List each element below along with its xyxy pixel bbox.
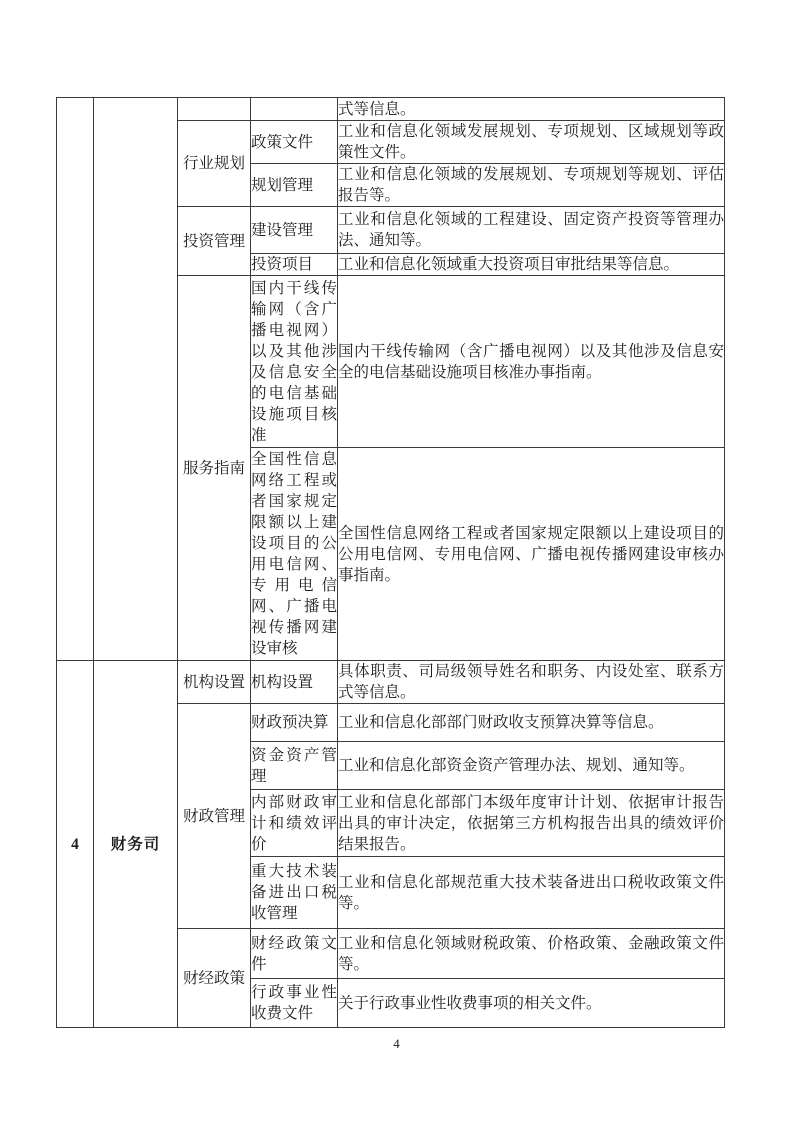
table-row xyxy=(57,98,725,121)
description-cell: 工业和信息化领域的工程建设、固定资产投资等管理办法、通知等。 xyxy=(338,207,725,254)
subitem-cell: 机构设置 xyxy=(251,661,338,704)
category-cell: 行业规划 xyxy=(178,121,251,207)
category-cell: 财经政策 xyxy=(178,929,251,1028)
subitem-cell: 投资项目 xyxy=(251,254,338,276)
row-number-cell: 4 xyxy=(57,661,94,1028)
subitem-cell: 重大技术装备进出口税收管理 xyxy=(251,857,338,929)
subitem-cell: 内部财政审计和绩效评价 xyxy=(251,790,338,857)
subitem-cell: 规划管理 xyxy=(251,164,338,207)
category-cell: 机构设置 xyxy=(178,661,251,704)
description-cell: 工业和信息化领域发展规划、专项规划、区域规划等政策性文件。 xyxy=(338,121,725,164)
description-cell: 具体职责、司局级领导姓名和职务、内设处室、联系方式等信息。 xyxy=(338,661,725,704)
description-cell: 工业和信息化部规范重大技术装备进出口税收政策文件等。 xyxy=(338,857,725,929)
page-number: 4 xyxy=(393,1036,400,1051)
description-cell: 工业和信息化领域重大投资项目审批结果等信息。 xyxy=(338,254,725,276)
subitem-cell: 行政事业性收费文件 xyxy=(251,979,338,1028)
subitem-cell xyxy=(251,98,338,121)
description-cell: 工业和信息化领域财税政策、价格政策、金融政策文件等。 xyxy=(338,929,725,979)
category-cell: 投资管理 xyxy=(178,207,251,276)
department-cell xyxy=(94,98,178,661)
description-cell: 工业和信息化部资金资产管理办法、规划、通知等。 xyxy=(338,742,725,790)
category-cell xyxy=(178,98,251,121)
info-disclosure-table xyxy=(56,97,725,1028)
department-cell: 财务司 xyxy=(94,661,178,1028)
description-cell: 工业和信息化部部门财政收支预算决算等信息。 xyxy=(338,704,725,742)
description-cell: 关于行政事业性收费事项的相关文件。 xyxy=(338,979,725,1028)
description-cell: 式等信息。 xyxy=(338,98,725,121)
category-cell: 服务指南 xyxy=(178,276,251,661)
category-cell: 财政管理 xyxy=(178,704,251,929)
subitem-cell: 财政预决算 xyxy=(251,704,338,742)
subitem-cell: 政策文件 xyxy=(251,121,338,164)
subitem-cell: 国内干线传输网（含广播电视网）以及其他涉及信息安全的电信基础设施项目核准 xyxy=(251,276,338,448)
row-number-cell xyxy=(57,98,94,661)
description-cell: 国内干线传输网（含广播电视网）以及其他涉及信息安全的电信基础设施项目核准办事指南。 xyxy=(338,276,725,448)
subitem-cell: 财经政策文件 xyxy=(251,929,338,979)
description-cell: 全国性信息网络工程或者国家规定限额以上建设项目的公用电信网、专用电信网、广播电视传播网建设审核办事指南。 xyxy=(338,448,725,661)
description-cell: 工业和信息化领域的发展规划、专项规划等规划、评估报告等。 xyxy=(338,164,725,207)
subitem-cell: 建设管理 xyxy=(251,207,338,254)
table-row xyxy=(57,661,725,704)
subitem-cell: 资金资产管理 xyxy=(251,742,338,790)
description-cell: 工业和信息化部部门本级年度审计计划、依据审计报告出具的审计决定，依据第三方机构报告出具的绩效评价结果报告。 xyxy=(338,790,725,857)
subitem-cell: 全国性信息网络工程或者国家规定限额以上建设项目的公用电信网、专用电信网、广播电视传播网建设审核 xyxy=(251,448,338,661)
